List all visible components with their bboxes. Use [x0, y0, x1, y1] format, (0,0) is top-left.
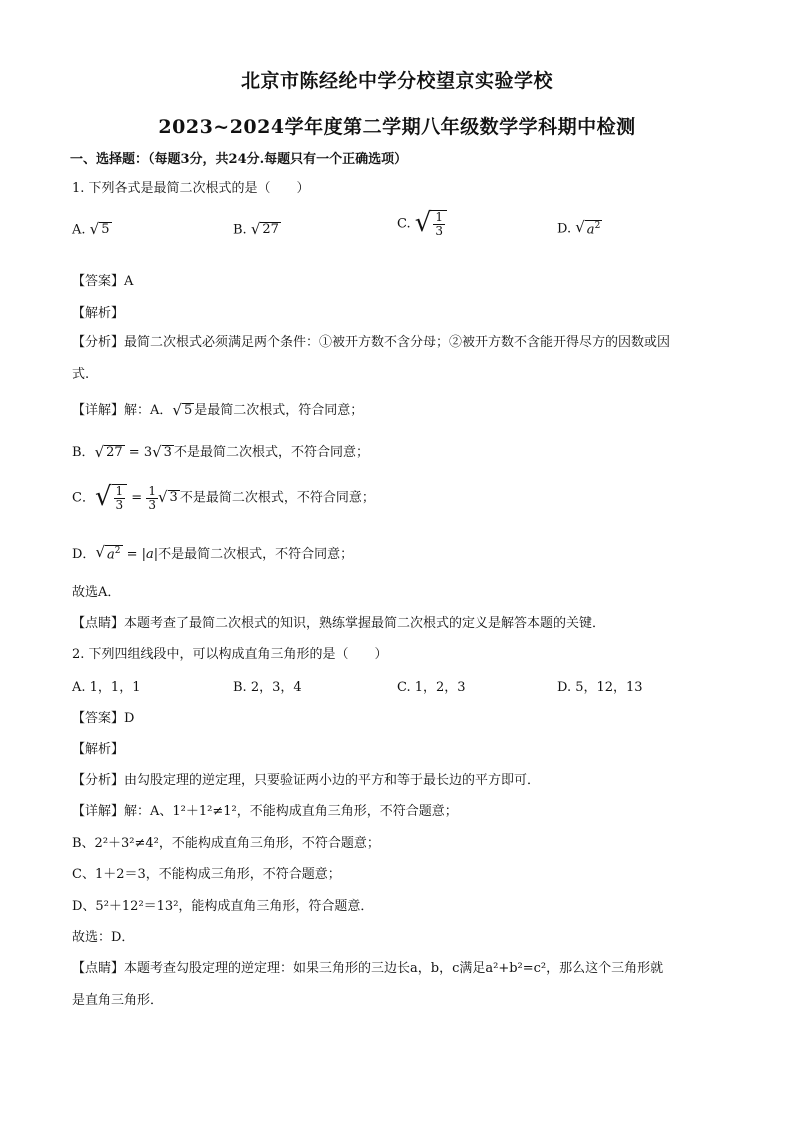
q2-option-d: D. 5，12，13	[557, 680, 643, 695]
q2-answer: 【答案】D	[72, 711, 135, 726]
school-title: 北京市陈经纶中学分校望京实验学校	[240, 70, 553, 92]
q1-detail-c: C． √ $\frac{1}{3}$ = $\frac{1}{3}$ √ 3 不是最简二次根式，不符合同意；	[72, 482, 375, 513]
sqrt-symbol: √ $\frac{1}{3}$	[415, 210, 447, 238]
q2-option-c: C. 1，2，3	[397, 680, 466, 695]
sqrt-symbol: √ 3	[152, 442, 172, 461]
sqrt-symbol: √ 5	[89, 220, 110, 238]
q2-fenxi: 【分析】由勾股定理的逆定理，只要验证两小边的平方和等于最长边的平方即可．	[72, 773, 541, 788]
q1-detail-a: 【详解】解：A． √ 5 是最简二次根式，符合同意；	[72, 400, 364, 419]
q1-detail-b: B． √ 27 = 3 √ 3 不是最简二次根式，不符合同意；	[72, 442, 369, 461]
q1-detail-d: D． √ $a^2$ = |a|不是最简二次根式，不符合同意；	[72, 543, 354, 563]
q1-choose: 故选A．	[72, 585, 121, 600]
q1-option-d: D. √ $a^2$	[557, 218, 601, 238]
exam-title: 2023~2024学年度第二学期八年级数学学科期中检测	[158, 116, 636, 138]
q1-option-b: B. √ 27	[233, 220, 279, 238]
q2-detail-d: D、5²＋12²＝13²，能构成直角三角形，符合题意．	[72, 899, 374, 914]
q2-detail-c: C、1＋2＝3，不能构成三角形，不符合题意；	[72, 867, 341, 882]
q2-option-b: B. 2，3，4	[233, 680, 302, 695]
section-heading: 一、选择题：（每题3分，共24分.每题只有一个正确选项）	[70, 152, 408, 167]
q1-dianjing: 【点睛】本题考查了最简二次根式的知识，熟练掌握最简二次根式的定义是解答本题的关键．	[72, 616, 606, 631]
q1-analysis-tag: 【解析】	[72, 306, 125, 321]
sqrt-symbol: √ 27	[250, 220, 279, 238]
q2-detail-a: 【详解】解：A、1²＋1²≠1²，不能构成直角三角形，不符合题意；	[72, 804, 458, 819]
q1-option-c: C. √ $\frac{1}{3}$	[397, 210, 447, 238]
q1-option-a: A. √ 5	[72, 220, 110, 238]
sqrt-symbol: √ 27	[94, 442, 123, 461]
q1-stem: 1. 下列各式是最简二次根式的是（ ）	[72, 181, 310, 196]
sqrt-symbol: √ 3	[157, 488, 178, 507]
q2-option-a: A. 1，1，1	[72, 680, 141, 695]
sqrt-symbol: √ $\frac{1}{3}$	[95, 484, 127, 512]
q1-fenxi: 【分析】最简二次根式必须满足两个条件：①被开方数不含分母；②被开方数不含能开得尽方的因数或因	[72, 335, 671, 350]
q2-choose: 故选：D．	[72, 930, 135, 945]
q2-detail-b: B、2²＋3²≠4²，不能构成直角三角形，不符合题意；	[72, 836, 380, 851]
q2-dianjing: 【点睛】本题考查勾股定理的逆定理：如果三角形的三边长a，b，c满足a²+b²=c²，那么这个三角形就	[72, 961, 664, 976]
sqrt-symbol: √ $a^2$	[575, 218, 601, 238]
sqrt-symbol: √ 5	[172, 400, 193, 419]
q1-fenxi-cont: 式.	[72, 367, 90, 382]
q2-stem: 2. 下列四组线段中，可以构成直角三角形的是（ ）	[72, 647, 388, 662]
q2-dianjing-cont: 是直角三角形．	[72, 993, 164, 1008]
q2-analysis-tag: 【解析】	[72, 742, 125, 757]
sqrt-symbol: √ $a^2$	[95, 543, 121, 563]
q1-answer: 【答案】A	[72, 274, 134, 289]
